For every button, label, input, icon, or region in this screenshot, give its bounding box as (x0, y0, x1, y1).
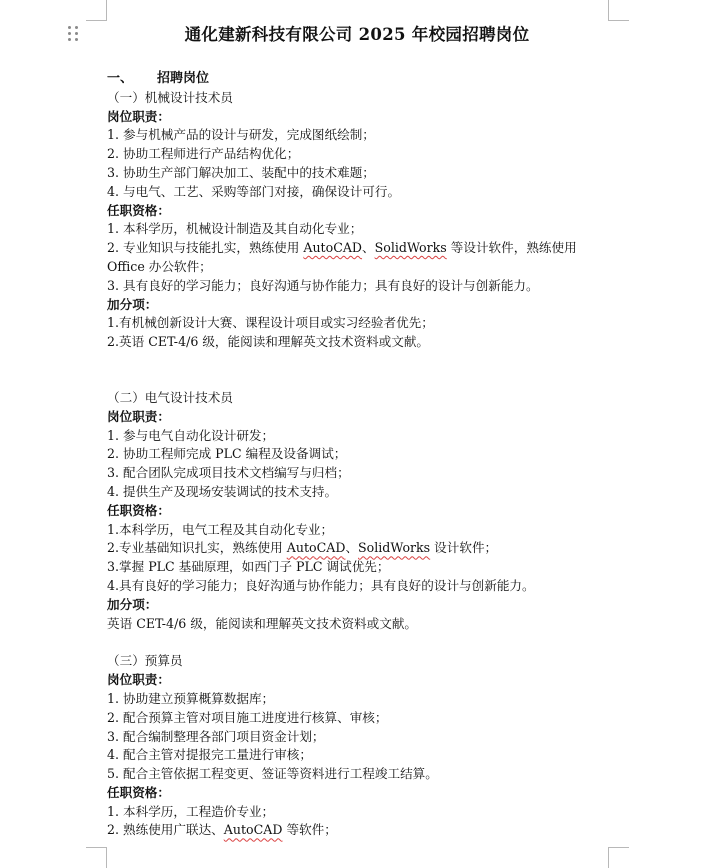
section-label: 招聘岗位 (157, 71, 210, 86)
page-corner-mark (608, 0, 629, 21)
job-heading: （一）机械设计技术员 (107, 89, 233, 105)
duties-label: 岗位职责： (107, 672, 170, 688)
duty-item: 3. 配合编制整理各部门项目资金计划； (107, 728, 325, 744)
document-title: 通化建新科技有限公司 2025 年校园招聘岗位 (184, 25, 530, 44)
job-block (107, 89, 612, 352)
duty-item: 1. 参与电气自动化设计研发； (107, 427, 275, 443)
bonus-item: 1.有机械创新设计大赛、课程设计项目或实习经验者优先； (107, 315, 434, 331)
duty-item: 3. 配合团队完成项目技术文档编写与归档； (107, 465, 350, 481)
job-block (107, 389, 612, 633)
bonus-label: 加分项： (107, 296, 158, 312)
requirement-item: 2. 专业知识与技能扎实，熟练使用 AutoCAD、SolidWorks 等设计软件，熟练使用 Office 办公软件； (107, 240, 577, 274)
requirement-item: 2. 熟练使用广联达、AutoCAD 等软件； (107, 822, 337, 838)
job-heading: （三）预算员 (107, 653, 183, 669)
requirement-item: 3. 具有良好的学习能力；良好沟通与协作能力；具有良好的设计与创新能力。 (107, 277, 539, 293)
requirement-item: 1.本科学历，电气工程及其自动化专业； (107, 521, 334, 537)
duty-item: 5. 配合主管依据工程变更、签证等资料进行工程竣工结算。 (107, 766, 438, 782)
bonus-label: 加分项： (107, 596, 158, 612)
page-corner-mark (86, 847, 107, 868)
requirement-item: 2.专业基础知识扎实，熟练使用 AutoCAD、SolidWorks 设计软件； (107, 540, 498, 556)
requirement-item: 1. 本科学历，机械设计制造及其自动化专业； (107, 221, 363, 237)
duty-item: 1. 协助建立预算概算数据库； (107, 690, 275, 706)
duty-item: 4. 提供生产及现场安装调试的技术支持。 (107, 483, 338, 499)
section-number: 一、 (107, 71, 134, 86)
duty-item: 2. 协助工程师完成 PLC 编程及设备调试； (107, 446, 347, 462)
duty-item: 4. 配合主管对提报完工量进行审核； (107, 747, 312, 763)
requirements-label: 任职资格： (107, 202, 170, 218)
document-body[interactable] (107, 70, 612, 840)
bonus-item: 英语 CET-4/6 级，能阅读和理解英文技术资料或文献。 (107, 615, 418, 631)
page-corner-mark (608, 847, 629, 868)
requirements-label: 任职资格： (107, 784, 170, 800)
bonus-item: 2.英语 CET-4/6 级，能阅读和理解英文技术资料或文献。 (107, 334, 430, 350)
section-heading (107, 70, 612, 89)
duty-item: 2. 协助工程师进行产品结构优化； (107, 146, 300, 162)
requirement-item: 3.掌握 PLC 基础原理，如西门子 PLC 调试优先； (107, 559, 390, 575)
page-corner-mark (86, 0, 107, 21)
requirement-item: 1. 本科学历，工程造价专业； (107, 803, 275, 819)
requirement-item: 4.具有良好的学习能力；良好沟通与协作能力；具有良好的设计与创新能力。 (107, 577, 535, 593)
job-block (107, 652, 612, 840)
requirements-label: 任职资格： (107, 502, 170, 518)
duty-item: 4. 与电气、工艺、采购等部门对接，确保设计可行。 (107, 183, 401, 199)
duties-label: 岗位职责： (107, 408, 170, 424)
duty-item: 3. 协助生产部门解决加工、装配中的技术难题； (107, 164, 375, 180)
duties-label: 岗位职责： (107, 108, 170, 124)
job-heading: （二）电气设计技术员 (107, 389, 233, 405)
duty-item: 2. 配合预算主管对项目施工进度进行核算、审核； (107, 709, 388, 725)
duty-item: 1. 参与机械产品的设计与研发，完成图纸绘制； (107, 127, 375, 143)
